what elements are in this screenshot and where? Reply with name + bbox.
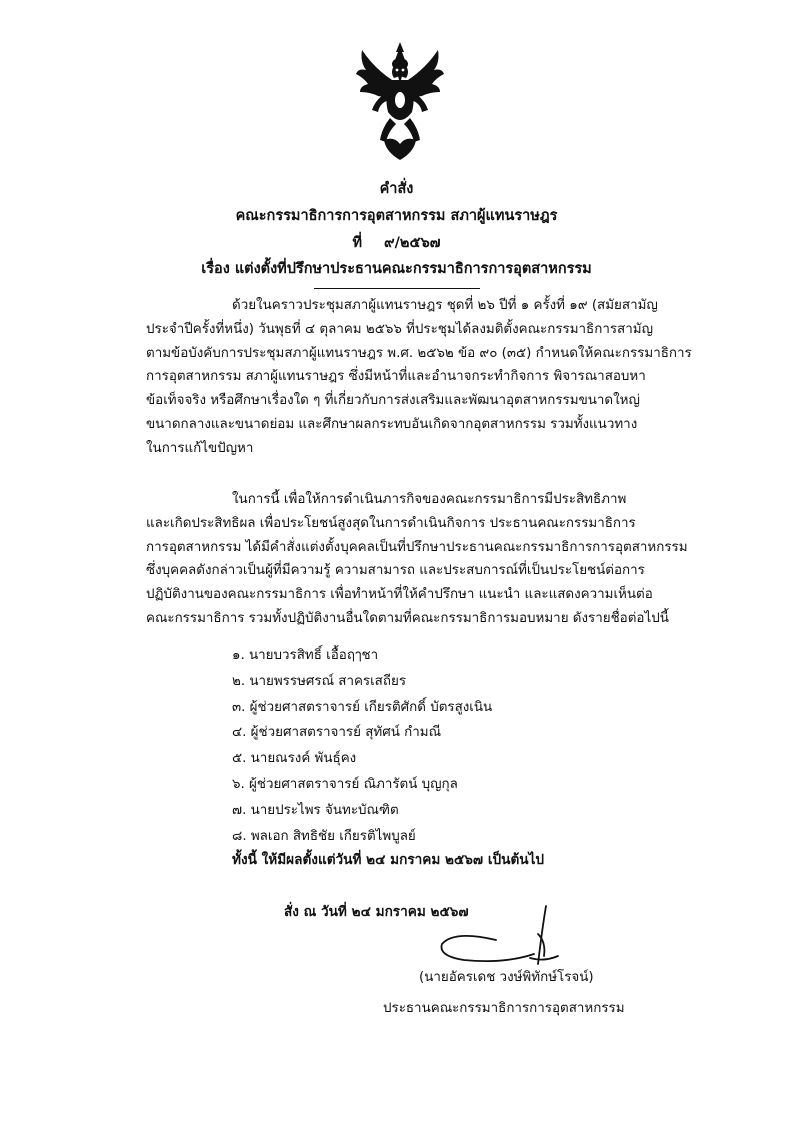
list-item: ๕. นายณรงค์ พันธุ์คง [232, 751, 357, 767]
heading-divider [314, 288, 480, 289]
paragraph-line: ซึ่งบุคคลดังกล่าวเป็นผู้ที่มีความรู้ ความสามารถ และประสบการณ์ที่เป็นประโยชน์ต่อการ [146, 563, 645, 579]
signer-title: ประธานคณะกรรมาธิการการอุตสาหกรรม [383, 1001, 625, 1016]
paragraph-line: ขนาดกลางและขนาดย่อม และศึกษาผลกระทบอันเกิดจากอุตสาหกรรม รวมทั้งแนวทาง [146, 416, 638, 432]
list-item: ๑. นายบวรสิทธิ์ เอื้อฤๅชา [232, 648, 379, 663]
paragraph-line: การอุตสาหกรรม ได้มีคำสั่งแต่งตั้งบุคคลเป็นที่ปรึกษาประธานคณะกรรมาธิการการอุตสาหกรรม [146, 539, 688, 555]
paragraph-line: ประจำปีครั้งที่หนึ่ง) วันพุธที่ ๔ ตุลาคม ๒๕๖๖ ที่ประชุมได้ลงมติตั้งคณะกรรมาธิการสามัญ [146, 321, 653, 337]
list-item: ๗. นายประไพร จันทะบัณฑิต [232, 802, 399, 818]
subject: เรื่อง แต่งตั้งที่ปรึกษาประธานคณะกรรมาธิการการอุตสาหกรรม [201, 261, 592, 277]
list-item: ๔. ผู้ช่วยศาสตราจารย์ สุทัศน์ กำมณี [232, 725, 441, 741]
order-number-value: ๙/๒๕๖๗ [384, 235, 441, 251]
list-item: ๒. นายพรรษศรณ์ สาครเสถียร [232, 673, 407, 689]
signature-icon [434, 900, 584, 970]
paragraph-line: ในการแก้ไขปัญหา [146, 440, 254, 456]
list-item: ๖. ผู้ช่วยศาสตราจารย์ ณิภารัตน์ บุญกุล [232, 776, 458, 792]
paragraph-1 [146, 294, 692, 461]
effective-date: ทั้งนี้ ให้มีผลตั้งแต่วันที่ ๒๔ มกราคม ๒๕๖๗ เป็นต้นไป [232, 852, 545, 868]
order-number-label: ที่ [352, 235, 362, 251]
list-item: ๓. ผู้ช่วยศาสตราจารย์ เกียรติศักดิ์ บัตรสูงเนิน [232, 699, 493, 715]
order-number [0, 232, 793, 254]
paragraph-2 [146, 488, 688, 631]
issuer: คณะกรรมาธิการการอุตสาหกรรม สภาผู้แทนราษฎร [235, 208, 558, 224]
garuda-emblem-icon [354, 40, 446, 162]
document-type: คำสั่ง [379, 181, 414, 197]
list-item: ๘. พลเอก สิทธิชัย เกียรติไพบูลย์ [232, 828, 416, 844]
paragraph-line: ข้อเท็จจริง หรือศึกษาเรื่องใด ๆ ที่เกี่ยวกับการส่งเสริมและพัฒนาอุตสาหกรรมขนาดใหญ่ [146, 393, 640, 409]
paragraph-line: การอุตสาหกรรม สภาผู้แทนราษฎร ซึ่งมีหน้าที่และอำนาจกระทำกิจการ พิจารณาสอบหา [146, 369, 646, 385]
paragraph-line: และเกิดประสิทธิผล เพื่อประโยชน์สูงสุดในการดำเนินกิจการ ประธานคณะกรรมาธิการ [146, 515, 636, 531]
paragraph-line: ในการนี้ เพื่อให้การดำเนินภารกิจของคณะกรรมาธิการมีประสิทธิภาพ [232, 492, 627, 507]
signer-name: (นายอัครเดช วงษ์พิทักษ์โรจน์) [419, 970, 594, 985]
paragraph-line: ด้วยในคราวประชุมสภาผู้แทนราษฎร ชุดที่ ๒๖ ปีที่ ๑ ครั้งที่ ๑๙ (สมัยสามัญ [232, 298, 658, 313]
paragraph-line: ปฏิบัติงานของคณะกรรมาธิการ เพื่อทำหน้าที่ให้คำปรึกษา แนะนำ และแสดงความเห็นต่อ [146, 587, 653, 603]
advisor-list [232, 643, 492, 849]
order-date: สั่ง ณ วันที่ ๒๔ มกราคม ๒๕๖๗ [284, 904, 469, 920]
paragraph-line: ตามข้อบังคับการประชุมสภาผู้แทนราษฎร พ.ศ. ๒๕๖๒ ข้อ ๙๐ (๓๕) กำหนดให้คณะกรรมาธิการ [146, 345, 692, 361]
paragraph-line: คณะกรรมาธิการ รวมทั้งปฏิบัติงานอื่นใดตามที่คณะกรรมาธิการมอบหมาย ดังรายชื่อต่อไปนี้ [146, 610, 669, 626]
